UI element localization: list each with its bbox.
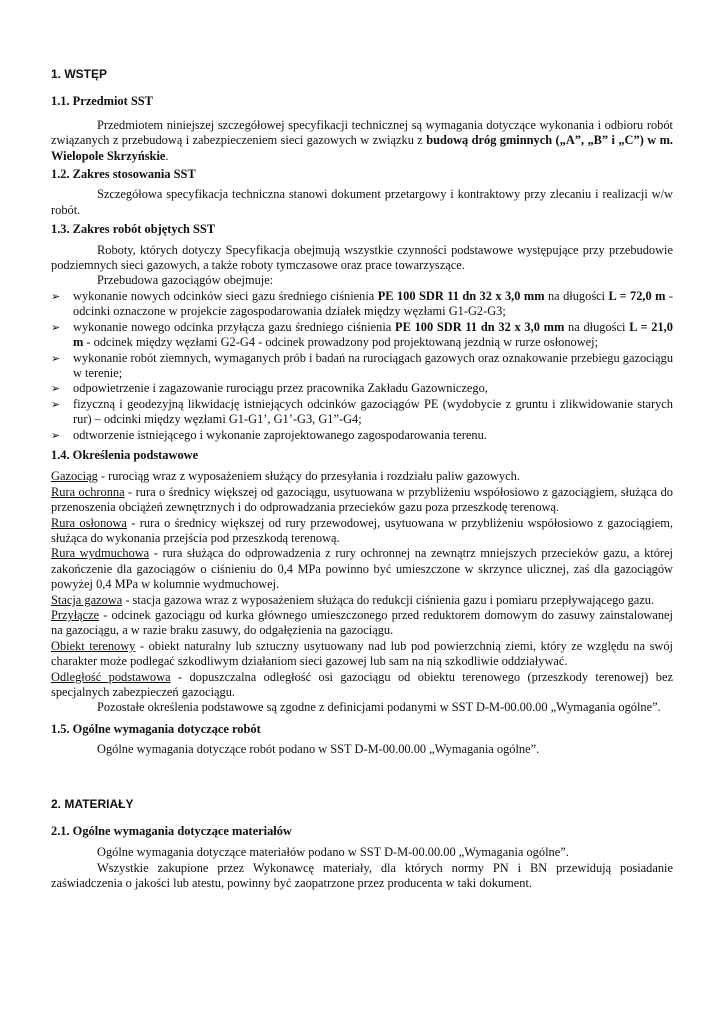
section-1-2-paragraph: Szczegółowa specyfikacja techniczna stanowi dokument przetargowy i kontraktowy przy zlecaniu i realizacji w/w robót. xyxy=(51,187,673,217)
section-1-3-paragraph: Roboty, których dotyczy Specyfikacja obejmują wszystkie czynności podstawowe występujące przy przebudowie podziemnych sieci gazowych, a także roboty tymczasowe oraz prace towarzyszące. xyxy=(51,242,673,273)
list-item: ➢ odpowietrzenie i zagazowanie rurociągu przez pracownika Zakładu Gazowniczego, xyxy=(51,381,488,396)
arrow-bullet-icon: ➢ xyxy=(51,397,61,411)
definition-item: Stacja gazowa - stacja gazowa wraz z wyposażeniem służąca do redukcji ciśnienia gazu i pomiaru przepływającego gazu. xyxy=(51,592,655,607)
arrow-bullet-icon: ➢ xyxy=(51,382,61,396)
document-page xyxy=(51,64,673,892)
definition-item: Odległość podstawowa - dopuszczalna odległość osi gazociągu od obiektu terenowego (przeszkody terenowej) bez specjalnych zabezpieczeń gazociągu. xyxy=(51,669,673,700)
section-2-1-paragraph-2: Wszystkie zakupione przez Wykonawcę materiały, dla których normy PN i BN przewidują posiadanie zaświadczenia o jakości lub atestu, powinny być zaopatrzone przez producenta w taki dokument. xyxy=(51,860,673,891)
definitions xyxy=(51,469,673,716)
list-item: ➢ wykonanie nowych odcinków sieci gazu średniego ciśnienia PE 100 SDR 11 dn 32 x 3,0 mm na długości L = 72,0 m - odcinki oznaczone w projekcie zagospodarowania działek między węzłami G1-G2-G3; xyxy=(51,288,673,319)
section-2-title: 2. MATERIAŁY xyxy=(51,796,134,811)
list-item: ➢ wykonanie nowego odcinka przyłącza gazu średniego ciśnienia PE 100 SDR 11 dn 32 x 3,0 mm na długości L = 21,0 m - odcinek między węzłami G2-G4 - odcinek prowadzony pod projektowaną jezdnią w rurze osłonowej; xyxy=(51,319,673,350)
definition-item: Rura osłonowa - rura o średnicy większej od rury przewodowej, usytuowana w przybliżeniu współosiowo z gazociągiem, służąca do wykonania przejścia pod przeszkodą terenową. xyxy=(51,515,673,545)
section-1-3-intro: Przebudowa gazociągów obejmuje: xyxy=(97,273,274,288)
section-1-5-title: 1.5. Ogólne wymagania dotyczące robót xyxy=(51,721,261,736)
list-item: ➢ wykonanie robót ziemnych, wymaganych prób i badań na rurociągach gazowych oraz oznakowanie przebiegu gazociągu w terenie; xyxy=(51,350,674,380)
section-1-4-title: 1.4. Określenia podstawowe xyxy=(51,447,199,462)
scope-list xyxy=(51,289,673,443)
arrow-bullet-icon: ➢ xyxy=(51,320,61,334)
arrow-bullet-icon: ➢ xyxy=(51,351,61,365)
section-2-1-paragraph-1: Ogólne wymagania dotyczące materiałów podano w SST D-M-00.00.00 „Wymagania ogólne”. xyxy=(97,845,569,860)
section-1-5-paragraph: Ogólne wymagania dotyczące robót podano w SST D-M-00.00.00 „Wymagania ogólne”. xyxy=(97,742,540,757)
list-item: ➢ fizyczną i geodezyjną likwidację istniejących odcinków gazociągów PE (wydobycie z gruntu i zlikwidowanie starych rur) – odcinki między węzłami G1-G1’, G1’-G3, G1”-G4; xyxy=(51,396,673,427)
definition-item: Rura wydmuchowa - rura służąca do odprowadzenia z rury ochronnej na zewnątrz mniejszych przecieków gazu, a której zakończenie dla gazociągów o ciśnieniu do 0,4 MPa powinno być umieszczone w skrzynce ulicznej, zaś dla gazociągów powyżej 0,4 MPa w kolumnie wydmuchowej. xyxy=(51,546,673,592)
section-1-3-title: 1.3. Zakres robót objętych SST xyxy=(51,222,216,237)
definition-item: Gazociąg - rurociąg wraz z wyposażeniem służący do przesyłania i rozdziału paliw gazowych. xyxy=(51,469,520,484)
section-2-1-title: 2.1. Ogólne wymagania dotyczące materiałów xyxy=(51,824,292,839)
definition-item: Przyłącze - odcinek gazociągu od kurka głównego umieszczonego przed reduktorem domowym do zasuwy zainstalowanej na gazociągu, a w razie braku zasuwy, do odgałęzienia na gazociągu. xyxy=(51,608,673,638)
definition-item: Obiekt terenowy - obiekt naturalny lub sztuczny usytuowany nad lub pod powierzchnią ziemi, który ze względu na swój charakter może podlegać szkodliwym działaniom sieci gazowej lub sam na nią szkodliwie oddziaływać. xyxy=(51,638,673,669)
arrow-bullet-icon: ➢ xyxy=(51,289,61,303)
list-item: ➢ odtworzenie istniejącego i wykonanie zaprojektowanego zagospodarowania terenu. xyxy=(51,427,487,442)
definitions-closing: Pozostałe określenia podstawowe są zgodne z definicjami podanymi w SST D-M-00.00.00 „Wymagania ogólne”. xyxy=(97,700,661,715)
section-1-2-title: 1.2. Zakres stosowania SST xyxy=(51,167,196,182)
definition-item: Rura ochronna - rura o średnicy większej od gazociągu, usytuowana w przybliżeniu współosiowo z gazociągiem, służąca do przenoszenia obciążeń zewnętrznych i do odprowadzania przecieków gazu poza przeszkodę terenową. xyxy=(51,484,673,515)
section-1-1-title: 1.1. Przedmiot SST xyxy=(51,94,153,109)
section-1-1-paragraph: Przedmiotem niniejszej szczegółowej specyfikacji technicznej są wymagania dotyczące wykonania i odbioru robót związanych z przebudową i zabezpieczeniem sieci gazowych w związku z budową dróg gminnych („A”, „B” i „C”) w m. Wielopole Skrzyńskie. xyxy=(51,117,673,163)
section-1-title: 1. WSTĘP xyxy=(51,67,108,81)
arrow-bullet-icon: ➢ xyxy=(51,428,61,442)
